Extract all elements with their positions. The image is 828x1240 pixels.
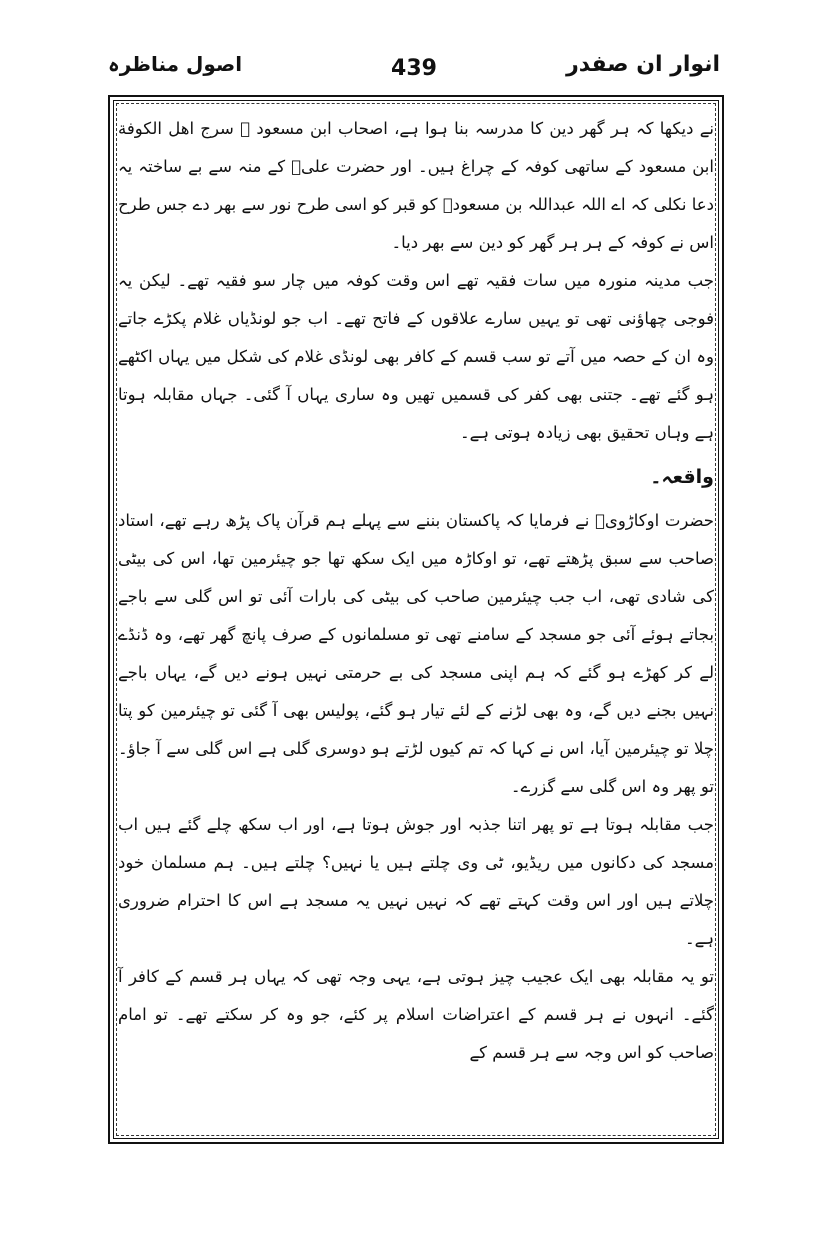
paragraph: جب مدینہ منورہ میں سات فقیہ تھے اس وقت کوفہ میں چار سو فقیہ تھے۔ لیکن یہ فوجی چھاؤنی تھی تو یہیں سارے علاقوں کے فاتح تھے۔ اب جو لونڈیاں غلام پکڑے جاتے وہ ان کے حصہ میں آتے تو سب قسم کے کافر بھی لونڈی غلام کی شکل میں یہاں اکٹھے ہو گئے تھے۔ جتنی بھی کفر کی قسمیں تھیں وہ ساری یہاں آ گئی۔ جہاں مقابلہ ہوتا ہے وہاں تحقیق بھی زیادہ ہوتی ہے۔	[118, 271, 714, 442]
paragraph: جب مقابلہ ہوتا ہے تو پھر اتنا جذبہ اور جوش ہوتا ہے، اور اب سکھ چلے گئے ہیں اب مسجد کی دکانوں میں ریڈیو، ٹی وی چلتے ہیں یا نہیں؟ چلتے ہیں۔ ہم مسلمان خود چلاتے ہیں اور اس وقت کہتے تھے کہ نہیں نہیں یہ مسجد ہے اس کا احترام ضروری ہے۔	[118, 815, 714, 948]
paragraph: نے دیکھا کہ ہر گھر دین کا مدرسہ بنا ہوا ہے، اصحاب ابن مسعود ﷺ سرج اهل الكوفة ابن مسعود کے ساتھی کوفہ کے چراغ ہیں۔ اور حضرت علیؓ کے منہ سے بے ساختہ یہ دعا نکلی کہ اے اللہ عبداللہ بن مسعودؓ کو قبر کو اسی طرح نور سے بھر دے جس طرح اس نے کوفہ کے ہر ہر گھر کو دین سے بھر دیا۔	[118, 119, 714, 252]
page-header	[108, 52, 720, 88]
paragraph: حضرت اوکاڑویؒ نے فرمایا کہ پاکستان بننے سے پہلے ہم قرآن پاک پڑھ رہے تھے، استاد صاحب سے سبق پڑھتے تھے، تو اوکاڑہ میں ایک سکھ تھا جو چیئرمین تھا، اس کی بیٹی کی شادی تھی، اب جب چیئرمین صاحب کی بیٹی کی بارات آئی تو اس گلی سے باجے بجاتے ہوئے آئی جو مسجد کے سامنے تھی تو مسلمانوں کے صرف پانچ گھر تھے، وہ ڈنڈے لے کر کھڑے ہو گئے کہ ہم اپنی مسجد کی بے حرمتی نہیں ہونے دیں گے، یہاں باجے نہیں بجنے دیں گے، وہ بھی لڑنے کے لئے تیار ہو گئے، پولیس بھی آ گئی تو چیئرمین کو پتا چلا تو چیئرمین آیا، اس نے کہا کہ تم کیوں لڑتے ہو دوسری گلی ہے اس گلی سے آ جاؤ۔ تو پھر وہ اس گلی سے گزرے۔	[118, 511, 714, 796]
chapter-title: اصول مناظرہ	[108, 52, 243, 76]
page-number: 439	[391, 56, 437, 81]
section-heading: واقعہ۔	[650, 466, 714, 488]
page-body	[118, 110, 714, 1135]
book-title: انوار ان صفدر	[566, 52, 720, 77]
paragraph: تو یہ مقابلہ بھی ایک عجیب چیز ہوتی ہے، یہی وجہ تھی کہ یہاں ہر قسم کے کافر آ گئے۔ انہوں نے ہر قسم کے اعتراضات اسلام پر کئے، جو وہ کر سکتے تھے۔ تو امام صاحب کو اس وجہ سے ہر قسم کے	[118, 967, 714, 1062]
